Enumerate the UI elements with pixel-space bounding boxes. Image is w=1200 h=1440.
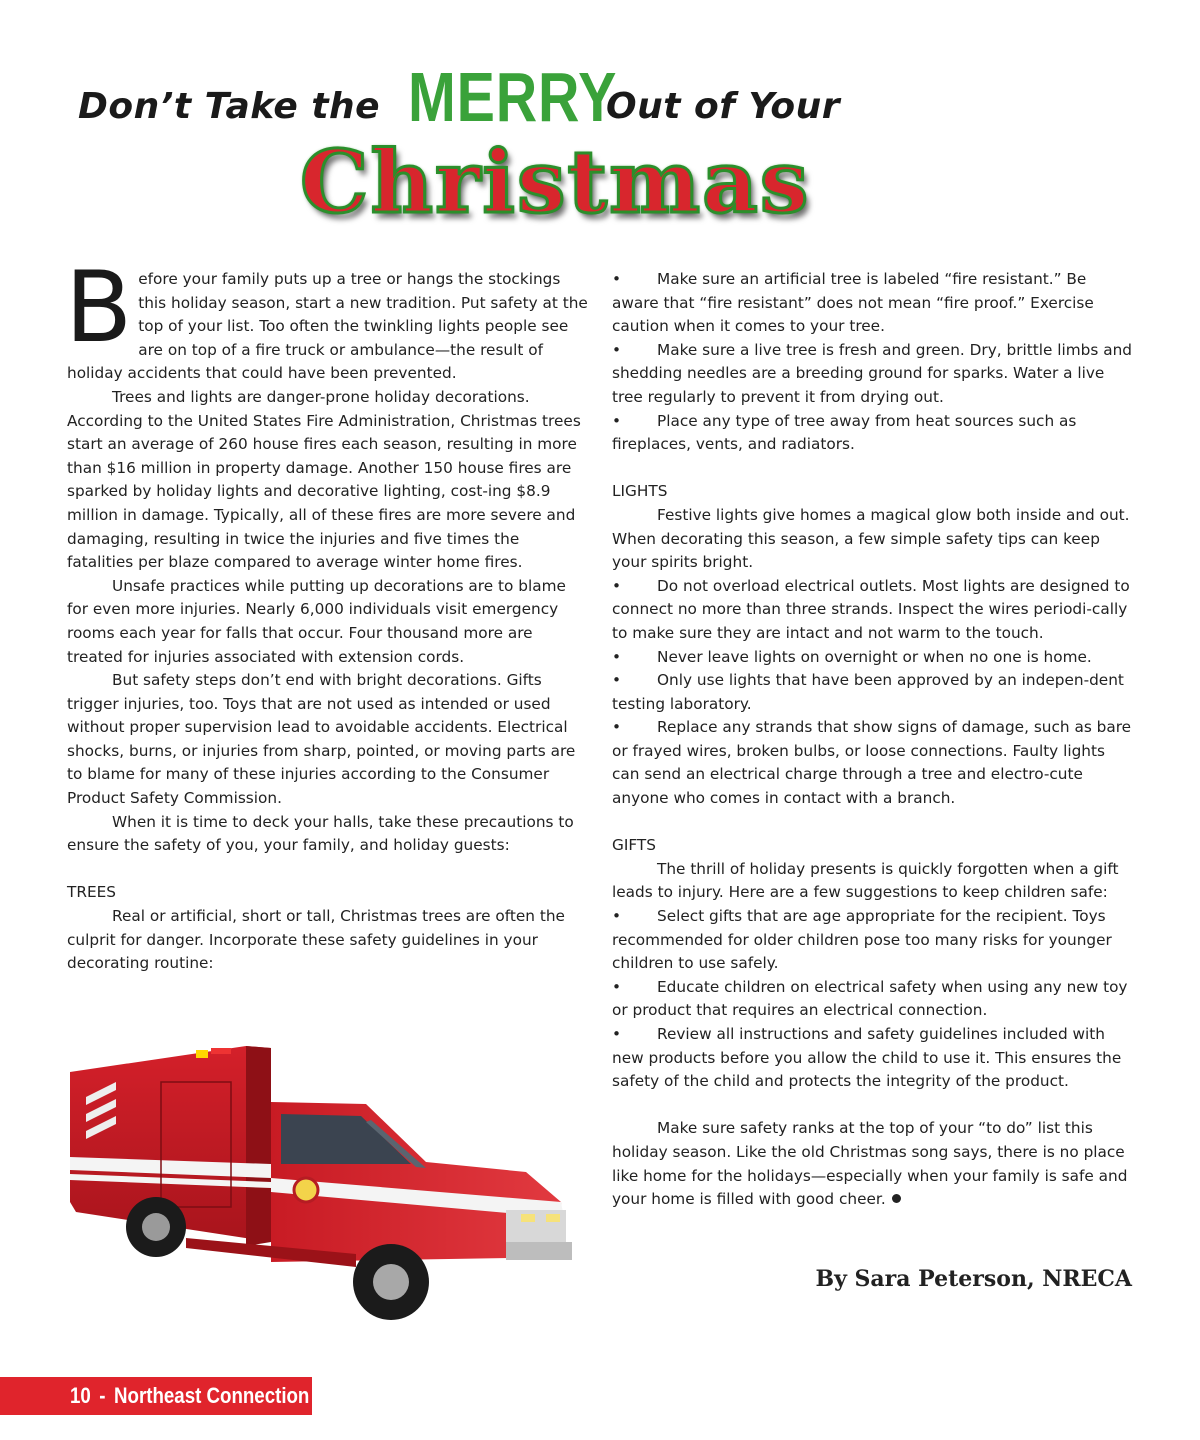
headline-part-2: Out of Your: [606, 86, 840, 127]
body-paragraph: Trees and lights are danger-prone holiday decorations. According to the United States Fire Administration, Christmas trees start an average of 260 house fires each season, resulting in more than $16 million in property damage. Another 150 house fires are sparked by holiday lights and decorative lighting, cost-ing $8.9 million in damage. Typically, all of these fires are more severe and damaging, resulting in twice the injuries and five times the fatalities per blaze compared to average winter home fires.: [67, 387, 581, 572]
page-number: 10: [70, 1383, 91, 1408]
list-item: [612, 575, 1132, 646]
bullet: •: [612, 411, 622, 430]
gifts-intro: The thrill of holiday presents is quickly forgotten when a gift leads to injury. Here are a few suggestions to keep children safe:: [612, 859, 1119, 902]
list-item: [612, 905, 1132, 976]
bullet-text: Only use lights that have been approved by an indepen-dent testing laboratory.: [612, 671, 1124, 713]
list-item: [612, 976, 1132, 1023]
publication-name: Northeast Connection: [114, 1383, 310, 1408]
footer-bar: [0, 1377, 312, 1415]
footer-text: [70, 1383, 309, 1409]
left-column: [65, 251, 589, 976]
body-paragraph: Unsafe practices while putting up decorations are to blame for even more injuries. Nearly 6,000 individuals visit emergency rooms each year for falls that occur. Four thousand more are treated for injuries associated with extension cords.: [67, 576, 566, 666]
list-item: [612, 669, 1132, 716]
bullet-text: Make sure an artificial tree is labeled “fire resistant.” Be aware that “fire resistant” does not mean “fire proof.” Exercise caution when it comes to your tree.: [612, 270, 1094, 336]
bullet: •: [612, 340, 622, 359]
closing-text: Make sure safety ranks at the top of your “to do” list this holiday season. Like the old Christmas song says, there is no place like home for the holidays—especially when your family is safe and your home is filled with good cheer.: [612, 1119, 1128, 1209]
headline: [78, 58, 1078, 142]
bullet-text: Make sure a live tree is fresh and green. Dry, brittle limbs and shedding needles are a breeding ground for sparks. Water a live tree regularly to prevent it from drying out.: [612, 340, 1132, 406]
list-item: [612, 716, 1132, 810]
headline-merry: MERRY: [408, 58, 618, 136]
bullet-text: Review all instructions and safety guidelines included with new products before you allow the child to use it. This ensures the safety of the child and protects the integrity of the product.: [612, 1025, 1122, 1091]
bullet: •: [612, 270, 622, 288]
intro-text: efore your family puts up a tree or hangs the stockings this holiday season, start a new tradition. Put safety at the top of your list. Too often the twinkling lights people see are on top of a fire truck or ambulance—the result of holiday accidents that could have been prevented.: [67, 270, 588, 383]
bullet: •: [612, 647, 622, 666]
bullet: •: [612, 718, 622, 737]
headline-part-1: Don’t Take the: [78, 86, 381, 127]
drop-cap: B: [65, 251, 133, 365]
bullet: •: [612, 907, 622, 926]
bullet-text: Do not overload electrical outlets. Most lights are designed to connect no more than three strands. Inspect the wires periodi-cally to make sure they are intact and not warm to the touch.: [612, 576, 1130, 642]
section-heading-gifts: GIFTS: [612, 836, 656, 855]
intro-paragraph: [65, 251, 589, 386]
closing-paragraph: [612, 1117, 1132, 1211]
list-item: [612, 410, 1132, 457]
trees-intro: Real or artificial, short or tall, Christmas trees are often the culprit for danger. Incorporate these safety guidelines in your decorating routine:: [67, 907, 565, 973]
bullet-text: Place any type of tree away from heat sources such as fireplaces, vents, and radiators.: [612, 411, 1077, 454]
christmas-word: Christmas: [300, 132, 811, 233]
bullet-text: Select gifts that are age appropriate for the recipient. Toys recommended for older children pose too many risks for younger children to use safely.: [612, 907, 1112, 973]
list-item: [612, 1023, 1132, 1094]
lights-intro: Festive lights give homes a magical glow both inside and out. When decorating this season, a few simple safety tips can keep your spirits bright.: [612, 505, 1130, 572]
list-item: [612, 646, 1132, 670]
footer-separator: -: [99, 1383, 106, 1408]
bullet-text: Replace any strands that show signs of damage, such as bare or frayed wires, broken bulbs, or loose connections. Faulty lights can send an electrical charge through a tree and electro-cute anyone who comes in contact with a branch.: [612, 718, 1132, 808]
bullet-text: Educate children on electrical safety when using any new toy or product that requires an electrical connection.: [612, 977, 1128, 1020]
ambulance-image: [66, 1042, 586, 1342]
section-heading-trees: TREES: [67, 883, 117, 902]
bullet: •: [612, 977, 622, 996]
right-column: [612, 268, 1132, 1212]
section-heading-lights: LIGHTS: [612, 482, 668, 501]
byline: By Sara Peterson, NRECA: [815, 1266, 1132, 1292]
body-paragraph: But safety steps don’t end with bright decorations. Gifts trigger injuries, too. Toys that are not used as intended or used without proper supervision lead to avoidable accidents. Electrical shocks, burns, or injuries from sharp, pointed, or moving parts are to blame for many of these injuries according to the Consumer Product Safety Commission.: [67, 671, 576, 808]
list-item: [612, 339, 1132, 410]
bullet: •: [612, 1025, 622, 1043]
bullet: •: [612, 671, 622, 690]
list-item: [612, 268, 1132, 339]
bullet-text: Never leave lights on overnight or when no one is home.: [657, 647, 1092, 666]
bullet: •: [612, 576, 622, 595]
end-mark-icon: [892, 1194, 901, 1203]
headline-christmas: [300, 132, 880, 240]
body-paragraph: When it is time to deck your halls, take these precautions to ensure the safety of you, your family, and holiday guests:: [67, 812, 574, 855]
